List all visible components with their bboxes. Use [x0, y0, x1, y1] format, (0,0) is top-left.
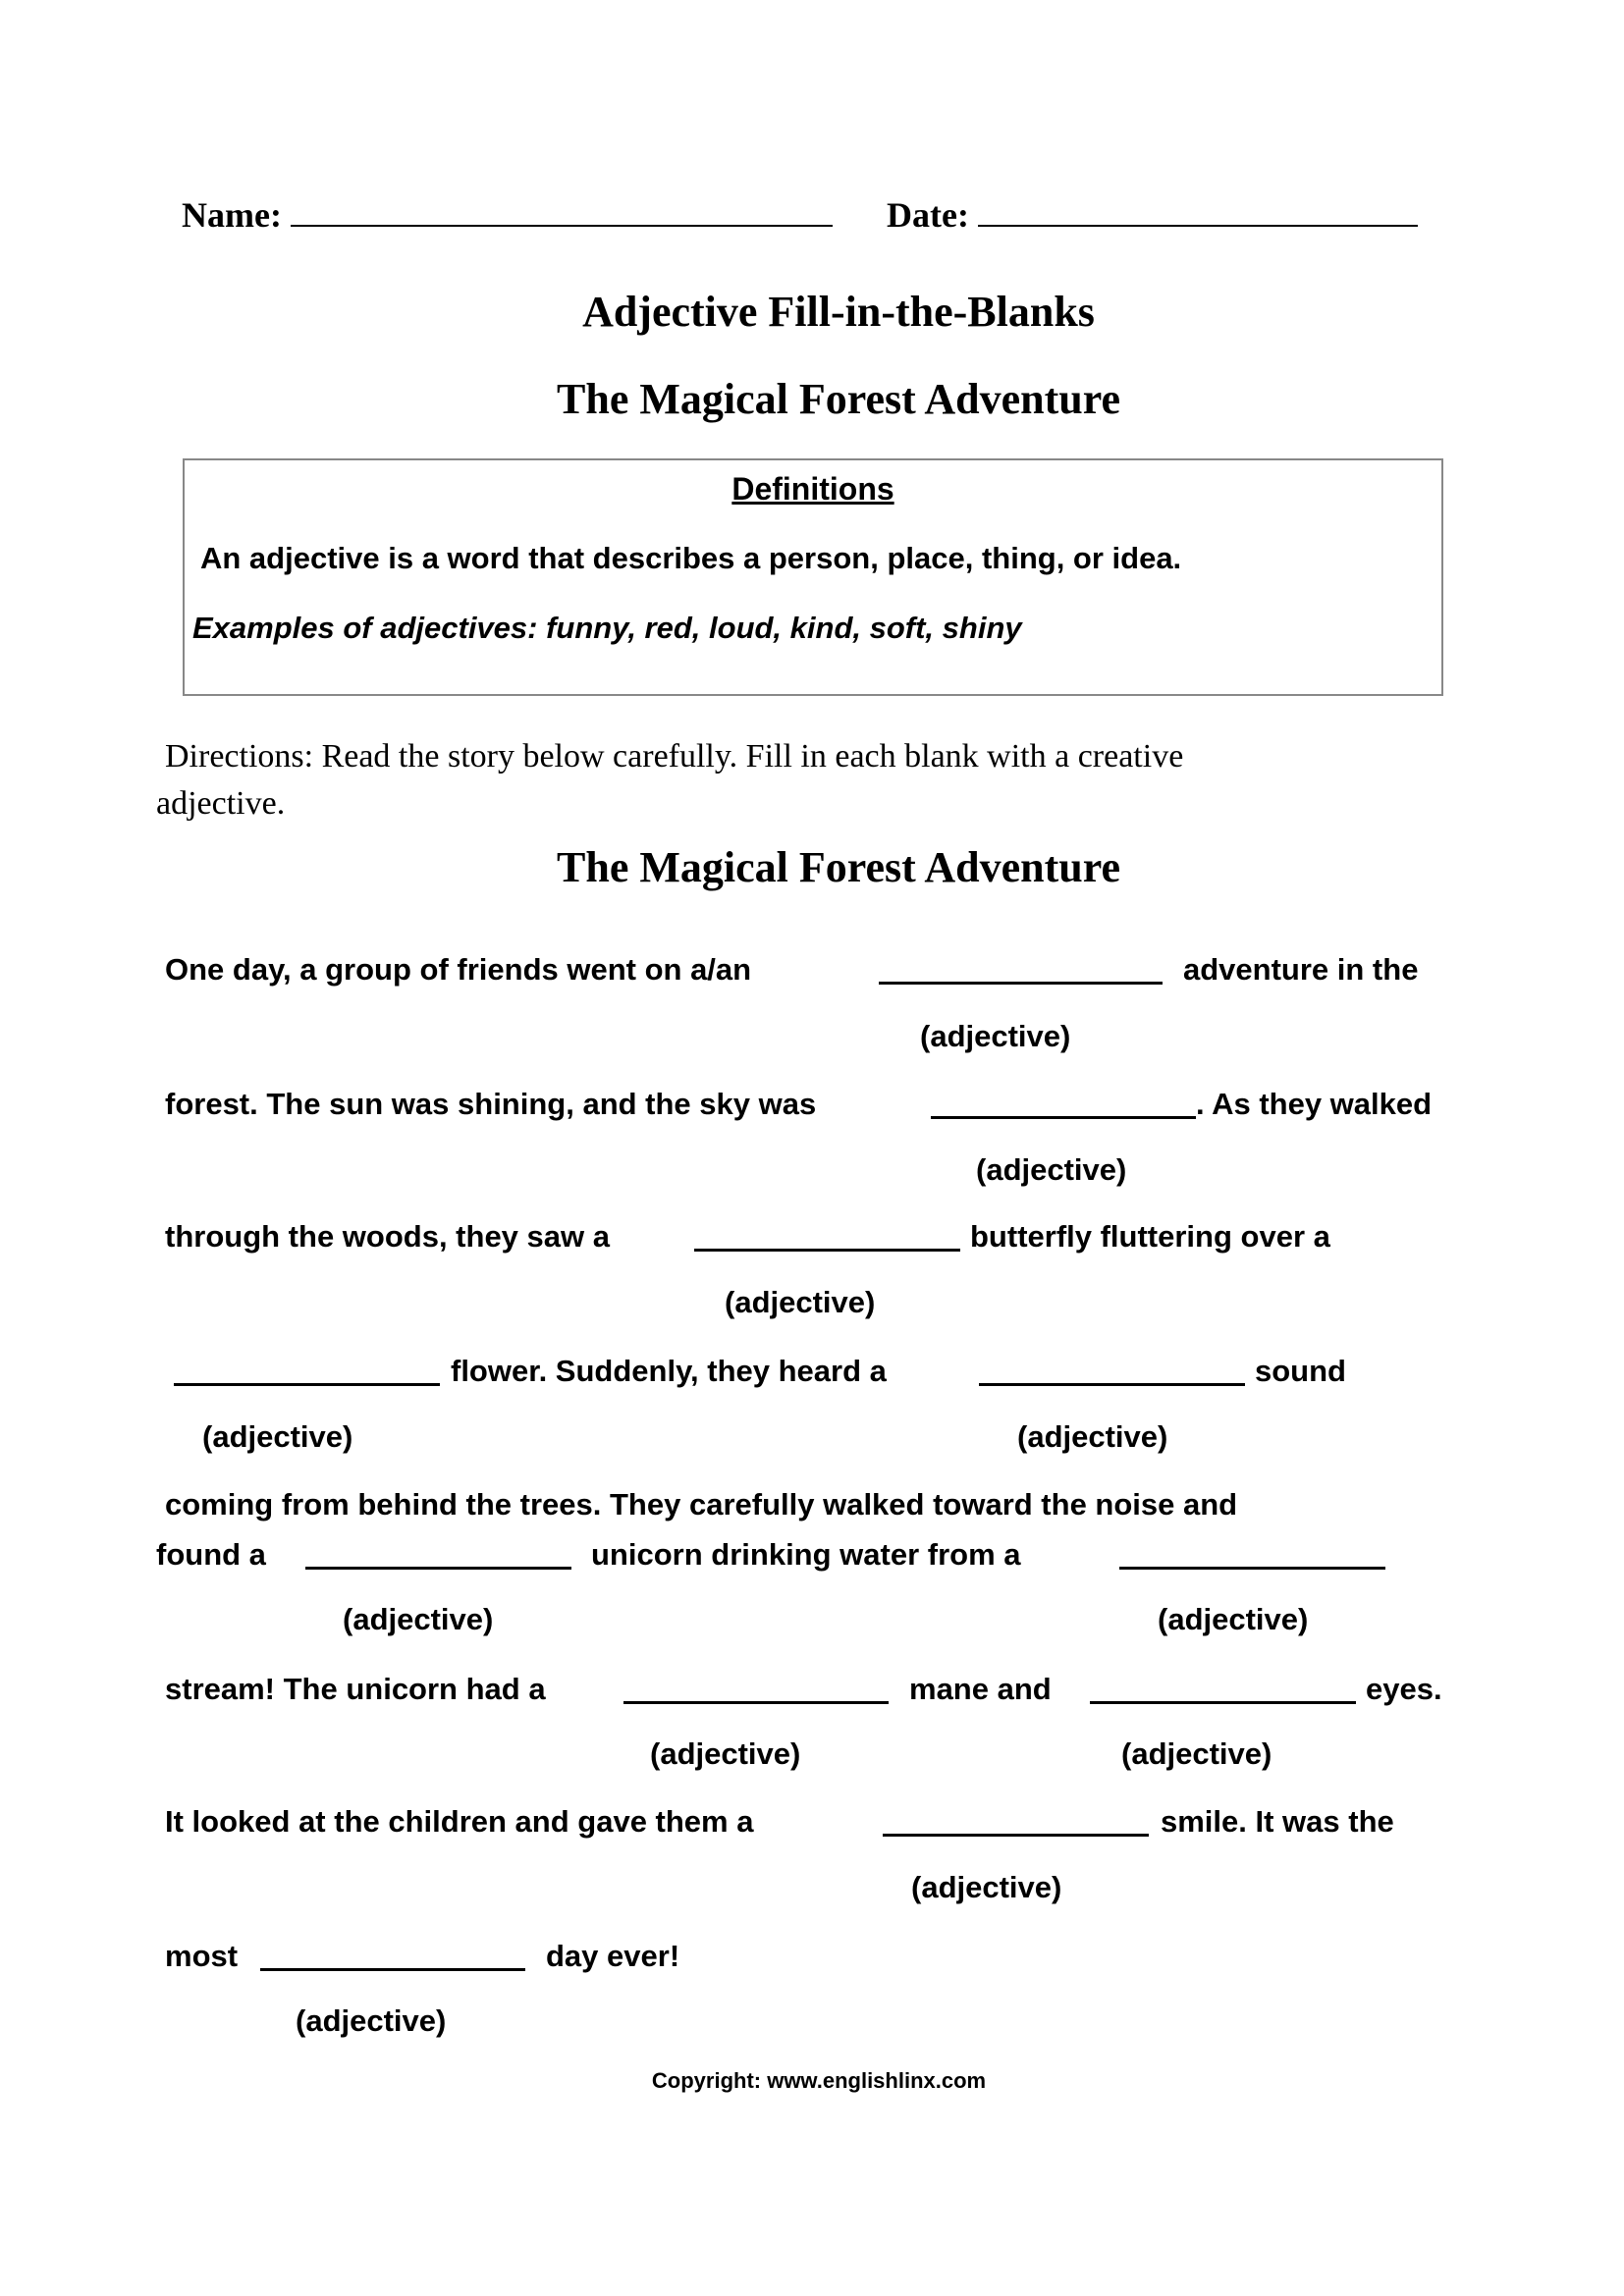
story-text: It looked at the children and gave them a	[165, 1804, 754, 1839]
story-text: unicorn drinking water from a	[591, 1537, 1021, 1572]
name-field[interactable]	[182, 194, 833, 236]
adjective-label: (adjective)	[725, 1285, 876, 1319]
story-text: One day, a group of friends went on a/an	[165, 952, 752, 987]
story-text: flower. Suddenly, they heard a	[451, 1354, 887, 1388]
directions-line-2: adjective.	[156, 785, 286, 822]
blank-2	[931, 1116, 1196, 1119]
story-text: most	[165, 1939, 239, 1973]
blank-6	[305, 1567, 571, 1570]
story-text: smile. It was the	[1161, 1804, 1394, 1839]
story-text: eyes.	[1366, 1672, 1442, 1706]
story-text: . As they walked	[1196, 1087, 1433, 1121]
blank-4	[174, 1383, 440, 1386]
story-text: mane and	[909, 1672, 1052, 1706]
story-text: day ever!	[546, 1939, 680, 1973]
name-line[interactable]	[291, 197, 833, 227]
story-text: coming from behind the trees. They carefully walked toward the noise and	[165, 1487, 1238, 1522]
story-text: sound	[1255, 1354, 1346, 1388]
story-text: through the woods, they saw a	[165, 1219, 610, 1254]
blank-5	[979, 1383, 1245, 1386]
adjective-label: (adjective)	[343, 1602, 494, 1636]
blank-7	[1119, 1567, 1385, 1570]
blank-1	[879, 982, 1163, 985]
adjective-label: (adjective)	[1017, 1419, 1168, 1454]
adjective-label: (adjective)	[1121, 1736, 1272, 1771]
adjective-label: (adjective)	[976, 1152, 1127, 1187]
story-text: forest. The sun was shining, and the sky was	[165, 1087, 817, 1121]
date-label: Date:	[887, 195, 969, 235]
date-field[interactable]	[887, 194, 1418, 236]
page-subtitle: The Magical Forest Adventure	[557, 375, 1120, 423]
date-line[interactable]	[978, 197, 1418, 227]
story-title: The Magical Forest Adventure	[557, 843, 1120, 891]
page-title: Adjective Fill-in-the-Blanks	[582, 288, 1095, 336]
adjective-label: (adjective)	[911, 1870, 1062, 1904]
story-text: adventure in the	[1183, 952, 1419, 987]
copyright: Copyright: www.englishlinx.com	[651, 2068, 987, 2093]
adjective-label: (adjective)	[650, 1736, 801, 1771]
adjective-label: (adjective)	[920, 1019, 1071, 1053]
blank-9	[1090, 1701, 1356, 1704]
name-label: Name:	[182, 195, 282, 235]
adjective-label: (adjective)	[202, 1419, 353, 1454]
adjective-label: (adjective)	[296, 2003, 447, 2038]
adjective-label: (adjective)	[1158, 1602, 1309, 1636]
definitions-heading: Definitions	[731, 471, 894, 507]
story-text: found a	[156, 1537, 266, 1572]
story-text: stream! The unicorn had a	[165, 1672, 546, 1706]
examples-text: Examples of adjectives: funny, red, loud, kind, soft, shiny	[192, 611, 1022, 645]
directions-line-1: Directions: Read the story below carefully. Fill in each blank with a creative	[165, 738, 1184, 774]
blank-10	[883, 1834, 1149, 1837]
blank-3	[694, 1249, 960, 1252]
blank-8	[623, 1701, 889, 1704]
blank-11	[260, 1968, 525, 1971]
story-text: butterfly fluttering over a	[970, 1219, 1330, 1254]
definition-text: An adjective is a word that describes a person, place, thing, or idea.	[200, 541, 1182, 575]
